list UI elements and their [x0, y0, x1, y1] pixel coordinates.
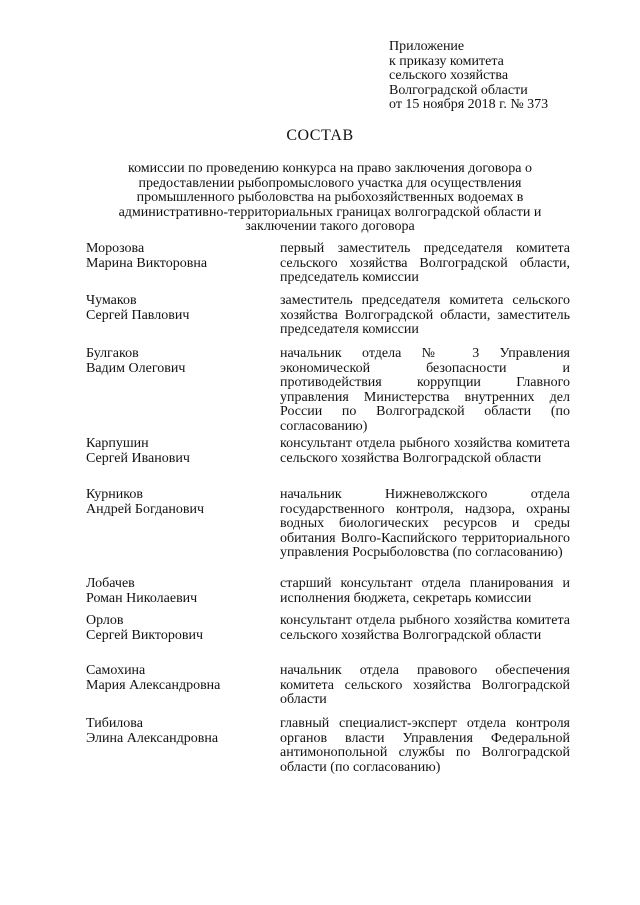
member-name	[86, 614, 276, 643]
member-role: главный специалист-эксперт отдела контроля органов власти Управления Федеральной антимонопольной службы по Волгоградской области (по согласованию)	[280, 716, 570, 775]
appendix-line: Приложение	[389, 39, 465, 54]
member-role: начальник отдела правового обеспечения комитета сельского хозяйства Волгоградской области	[280, 663, 570, 707]
member-role: начальник Нижневолжского отдела государственного контроля, надзора, охраны водных биологических ресурсов и среды обитания Волго-Каспийского территориального управления Росрыболовства (по согласованию)	[280, 487, 570, 560]
member-role: заместитель председателя комитета сельского хозяйства Волгоградской области, заместитель председателя комиссии	[280, 293, 570, 337]
member-given-names: Сергей Викторович	[86, 627, 204, 643]
member-name	[86, 664, 276, 693]
appendix-line: к приказу комитета	[389, 53, 504, 69]
member-surname: Чумаков	[86, 293, 137, 308]
member-surname: Лобачев	[86, 576, 135, 591]
member-given-names: Мария Александровна	[86, 677, 221, 693]
member-role: консультант отдела рыбного хозяйства комитета сельского хозяйства Волгоградской области	[280, 613, 570, 643]
member-name	[86, 488, 276, 517]
member-name	[86, 242, 276, 271]
member-name	[86, 717, 276, 746]
member-surname: Карпушин	[86, 436, 149, 451]
member-given-names: Сергей Иванович	[86, 450, 190, 466]
member-name	[86, 437, 276, 466]
document-title: СОСТАВ	[286, 127, 354, 144]
member-given-names: Сергей Павлович	[86, 307, 190, 323]
member-name	[86, 294, 276, 323]
member-given-names: Андрей Богданович	[86, 501, 204, 517]
member-given-names: Вадим Олегович	[86, 360, 186, 376]
member-surname: Булгаков	[86, 346, 139, 361]
appendix-header	[389, 40, 548, 113]
member-role: консультант отдела рыбного хозяйства комитета сельского хозяйства Волгоградской области	[280, 436, 570, 466]
member-surname: Морозова	[86, 241, 145, 256]
appendix-line: сельского хозяйства	[389, 68, 509, 83]
member-surname: Орлов	[86, 613, 124, 628]
appendix-line: от 15 ноября 2018 г. № 373	[389, 97, 549, 112]
member-name	[86, 577, 276, 606]
member-given-names: Роман Николаевич	[86, 590, 198, 606]
document-subtitle: комиссии по проведению конкурса на право заключения договора о предоставлении рыбопромыслового участка для осуществления промышленного рыболовства на рыбохозяйственных водоемах в административно-территориальных границах волгоградской области и заключении такого договора	[118, 161, 542, 234]
member-surname: Тибилова	[86, 716, 143, 731]
member-role: начальник отдела № 3 Управления экономической безопасности и противодействия коррупции Главного управления Министерства внутренних дел России по Волгоградской области (по согласованию)	[280, 346, 570, 434]
member-given-names: Элина Александровна	[86, 730, 219, 746]
member-name	[86, 347, 276, 376]
appendix-line: Волгоградской области	[389, 82, 528, 98]
member-given-names: Марина Викторовна	[86, 255, 208, 271]
member-role: первый заместитель председателя комитета сельского хозяйства Волгоградской области, председатель комиссии	[280, 241, 570, 285]
member-surname: Самохина	[86, 663, 146, 678]
member-role: старший консультант отдела планирования и исполнения бюджета, секретарь комиссии	[280, 576, 570, 606]
member-surname: Курников	[86, 487, 143, 502]
